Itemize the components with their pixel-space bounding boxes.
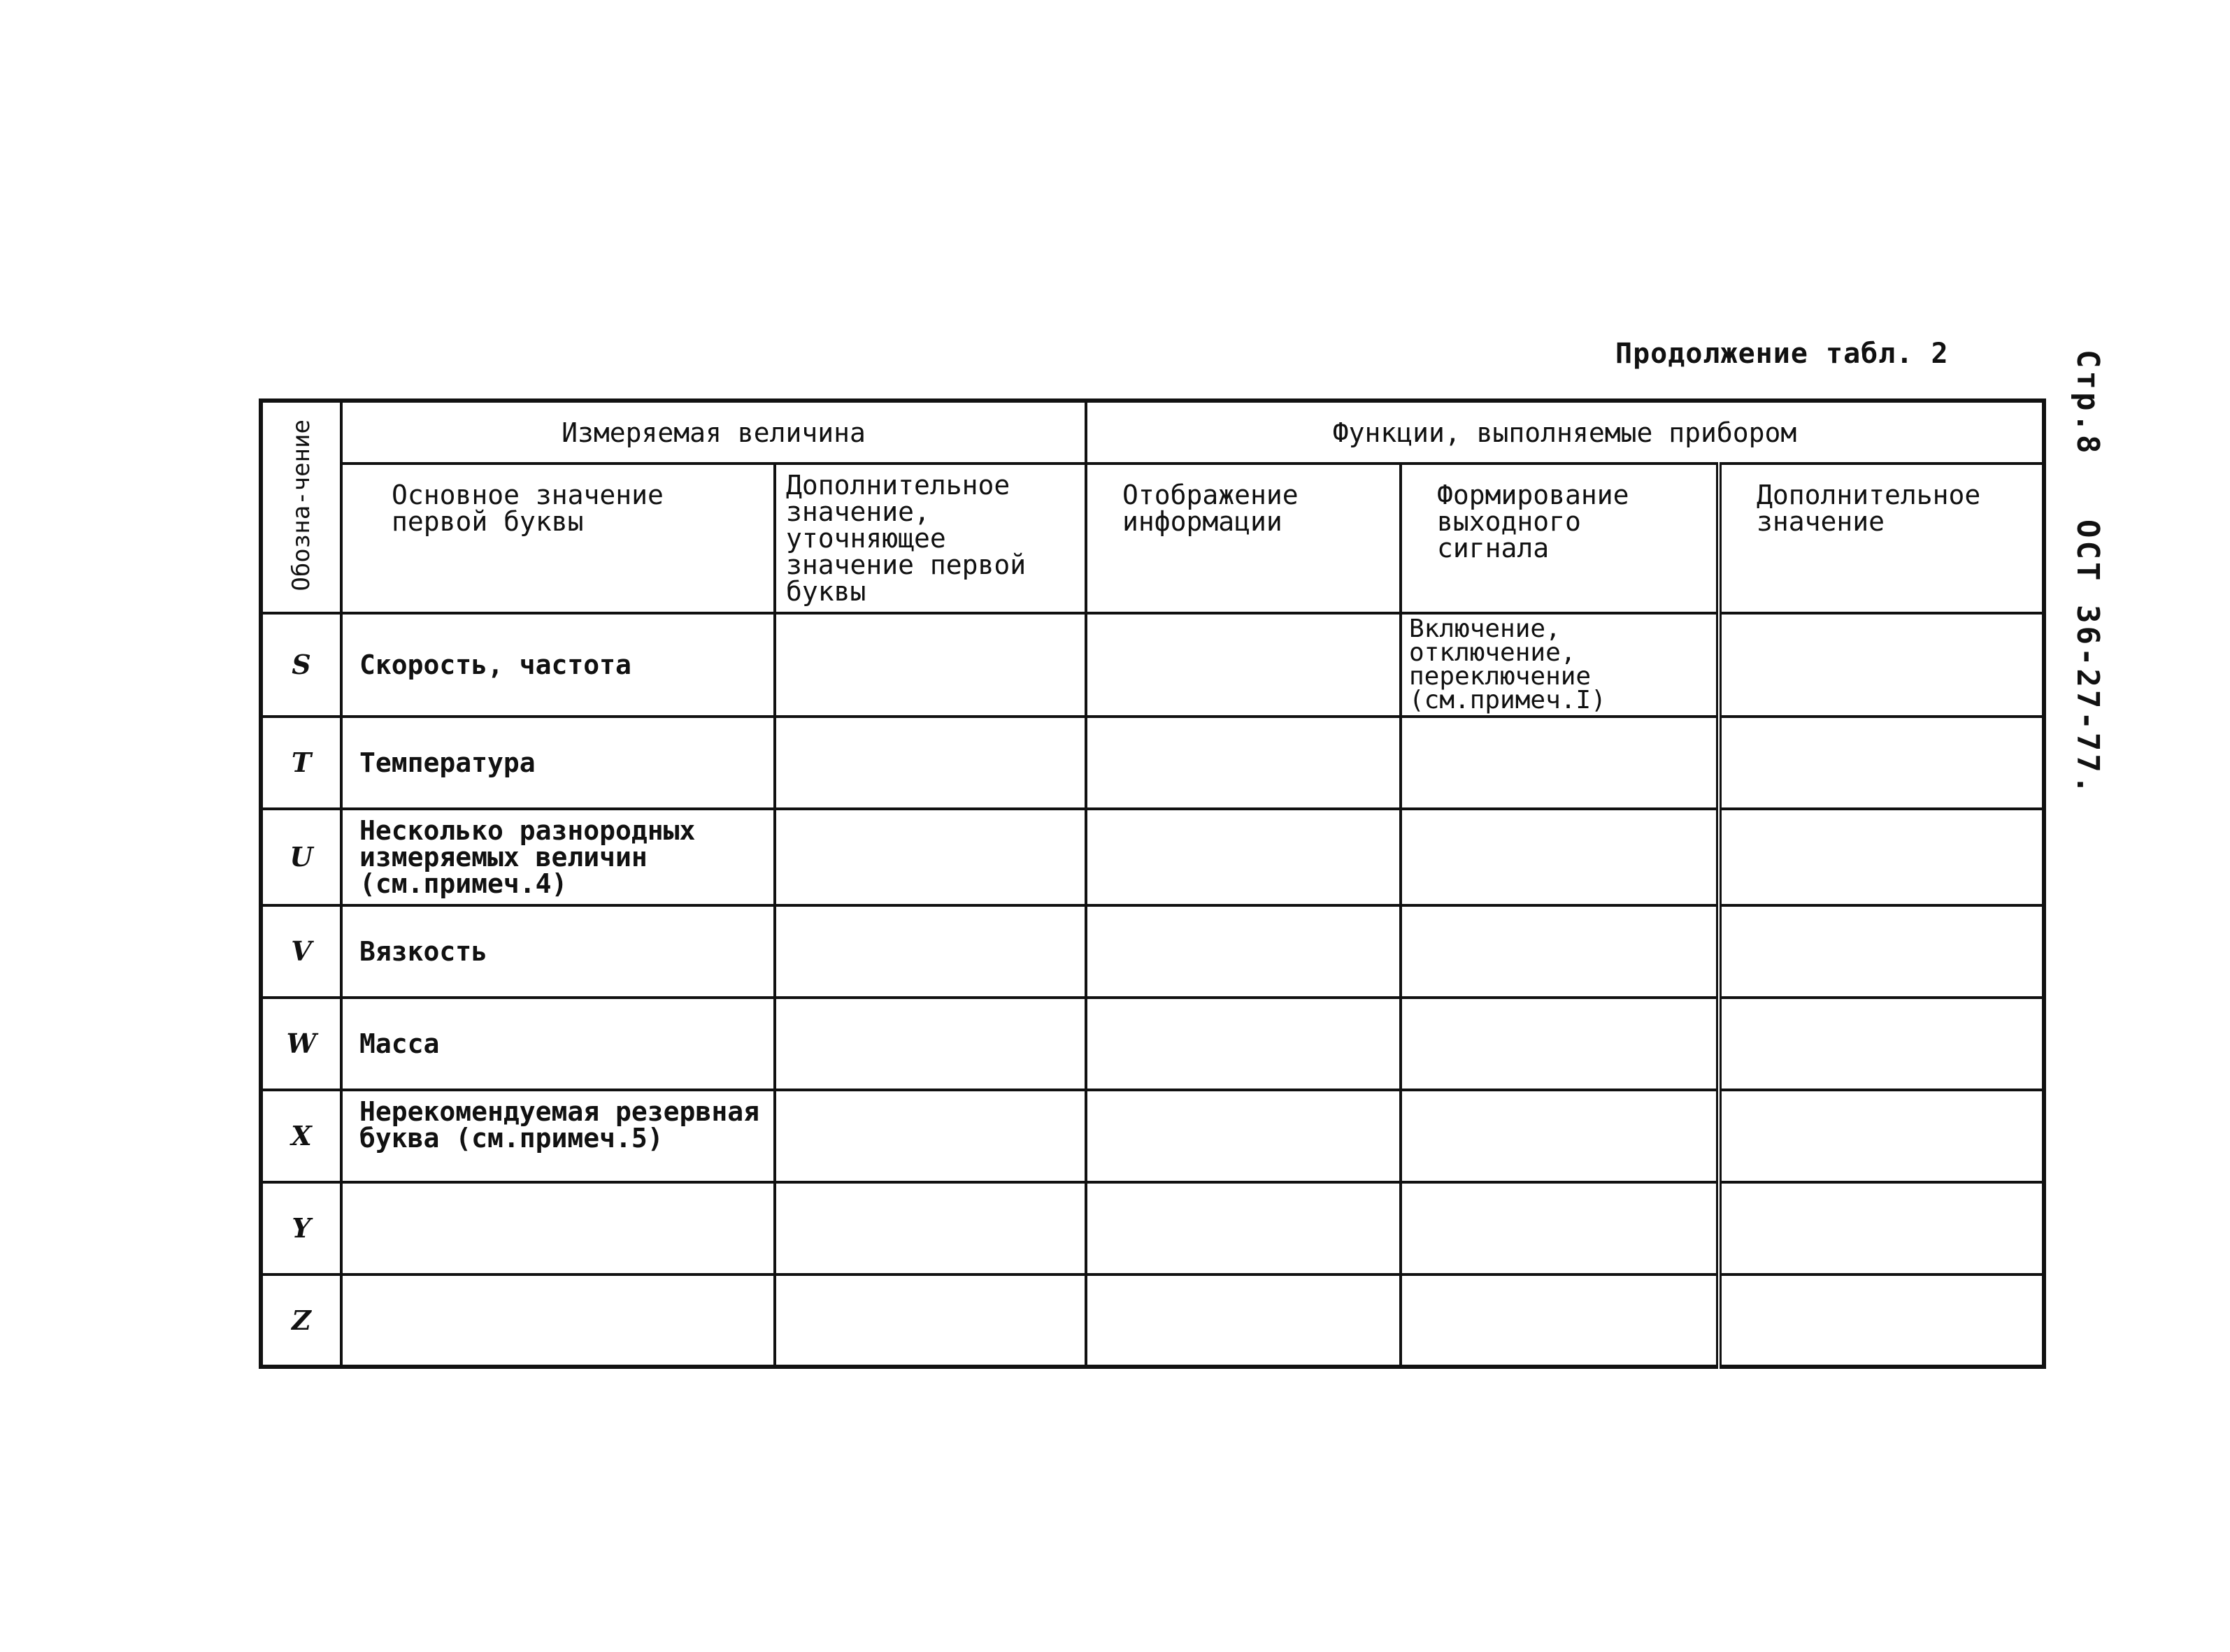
cell-extra-meaning (1719, 998, 2044, 1090)
cell-main-meaning: Скорость, частота (341, 613, 775, 717)
cell-main-meaning: Нерекомендуемая резервная буква (см.примеч.5) (341, 1090, 775, 1182)
cell-extra-meaning (1719, 1090, 2044, 1182)
cell-display-info (1086, 1090, 1401, 1182)
cell-display-info (1086, 717, 1401, 809)
cell-additional-meaning (775, 998, 1086, 1090)
row-letter: U (261, 809, 341, 905)
table-row (261, 905, 2044, 998)
header-main-meaning: Основное значение первой буквы (341, 464, 775, 613)
cell-output-signal: Включение, отключение, переключение (см.примеч.I) (1401, 613, 1719, 717)
row-letter: Y (261, 1182, 341, 1274)
header-designation: Обозна-чение (261, 401, 341, 613)
header-additional-meaning: Дополнительное значение, уточняющее значение первой буквы (775, 464, 1086, 613)
standard-designation: ОСТ 36-27-77. (2070, 519, 2106, 797)
cell-output-signal (1401, 905, 1719, 998)
table-row (261, 1274, 2044, 1367)
header-extra-meaning: Дополнительное значение (1719, 464, 2044, 613)
cell-additional-meaning (775, 905, 1086, 998)
row-letter: V (261, 905, 341, 998)
cell-extra-meaning (1719, 809, 2044, 905)
table-caption: Продолжение табл. 2 (1615, 338, 1949, 370)
row-letter: T (261, 717, 341, 809)
cell-display-info (1086, 998, 1401, 1090)
table-row (261, 998, 2044, 1090)
cell-main-meaning: Вязкость (341, 905, 775, 998)
cell-main-meaning (341, 1274, 775, 1367)
cell-main-meaning: Масса (341, 998, 775, 1090)
cell-display-info (1086, 613, 1401, 717)
cell-output-signal (1401, 717, 1719, 809)
table-row (261, 717, 2044, 809)
cell-additional-meaning (775, 809, 1086, 905)
cell-display-info (1086, 1274, 1401, 1367)
cell-additional-meaning (775, 1274, 1086, 1367)
row-letter: X (261, 1090, 341, 1182)
row-letter: Z (261, 1274, 341, 1367)
cell-additional-meaning (775, 613, 1086, 717)
cell-main-meaning: Несколько разнородных измеряемых величин (см.примеч.4) (341, 809, 775, 905)
cell-output-signal (1401, 998, 1719, 1090)
cell-extra-meaning (1719, 717, 2044, 809)
cell-output-signal (1401, 1090, 1719, 1182)
header-measured-quantity: Измеряемая величина (341, 401, 1086, 464)
cell-main-meaning: Температура (341, 717, 775, 809)
table-row (261, 613, 2044, 717)
cell-main-meaning (341, 1182, 775, 1274)
row-letter: S (261, 613, 341, 717)
row-letter: W (261, 998, 341, 1090)
cell-additional-meaning (775, 1090, 1086, 1182)
cell-display-info (1086, 1182, 1401, 1274)
table-row (261, 1090, 2044, 1182)
cell-additional-meaning (775, 717, 1086, 809)
table-body (261, 613, 2044, 1367)
cell-display-info (1086, 809, 1401, 905)
designation-table (259, 398, 2046, 1369)
header-device-functions: Функции, выполняемые прибором (1086, 401, 2044, 464)
cell-output-signal (1401, 1274, 1719, 1367)
page-number: Стр.8 (2070, 350, 2106, 457)
table-row (261, 1182, 2044, 1274)
cell-extra-meaning (1719, 1182, 2044, 1274)
header-output-signal: Формирование выходного сигнала (1401, 464, 1719, 613)
cell-extra-meaning (1719, 1274, 2044, 1367)
cell-output-signal (1401, 809, 1719, 905)
header-row-sub (261, 464, 2044, 613)
cell-output-signal (1401, 1182, 1719, 1274)
cell-display-info (1086, 905, 1401, 998)
cell-additional-meaning (775, 1182, 1086, 1274)
header-row-groups (261, 401, 2044, 464)
cell-extra-meaning (1719, 613, 2044, 717)
table-row (261, 809, 2044, 905)
cell-extra-meaning (1719, 905, 2044, 998)
header-display-info: Отображение информации (1086, 464, 1401, 613)
side-label (2070, 350, 2106, 838)
